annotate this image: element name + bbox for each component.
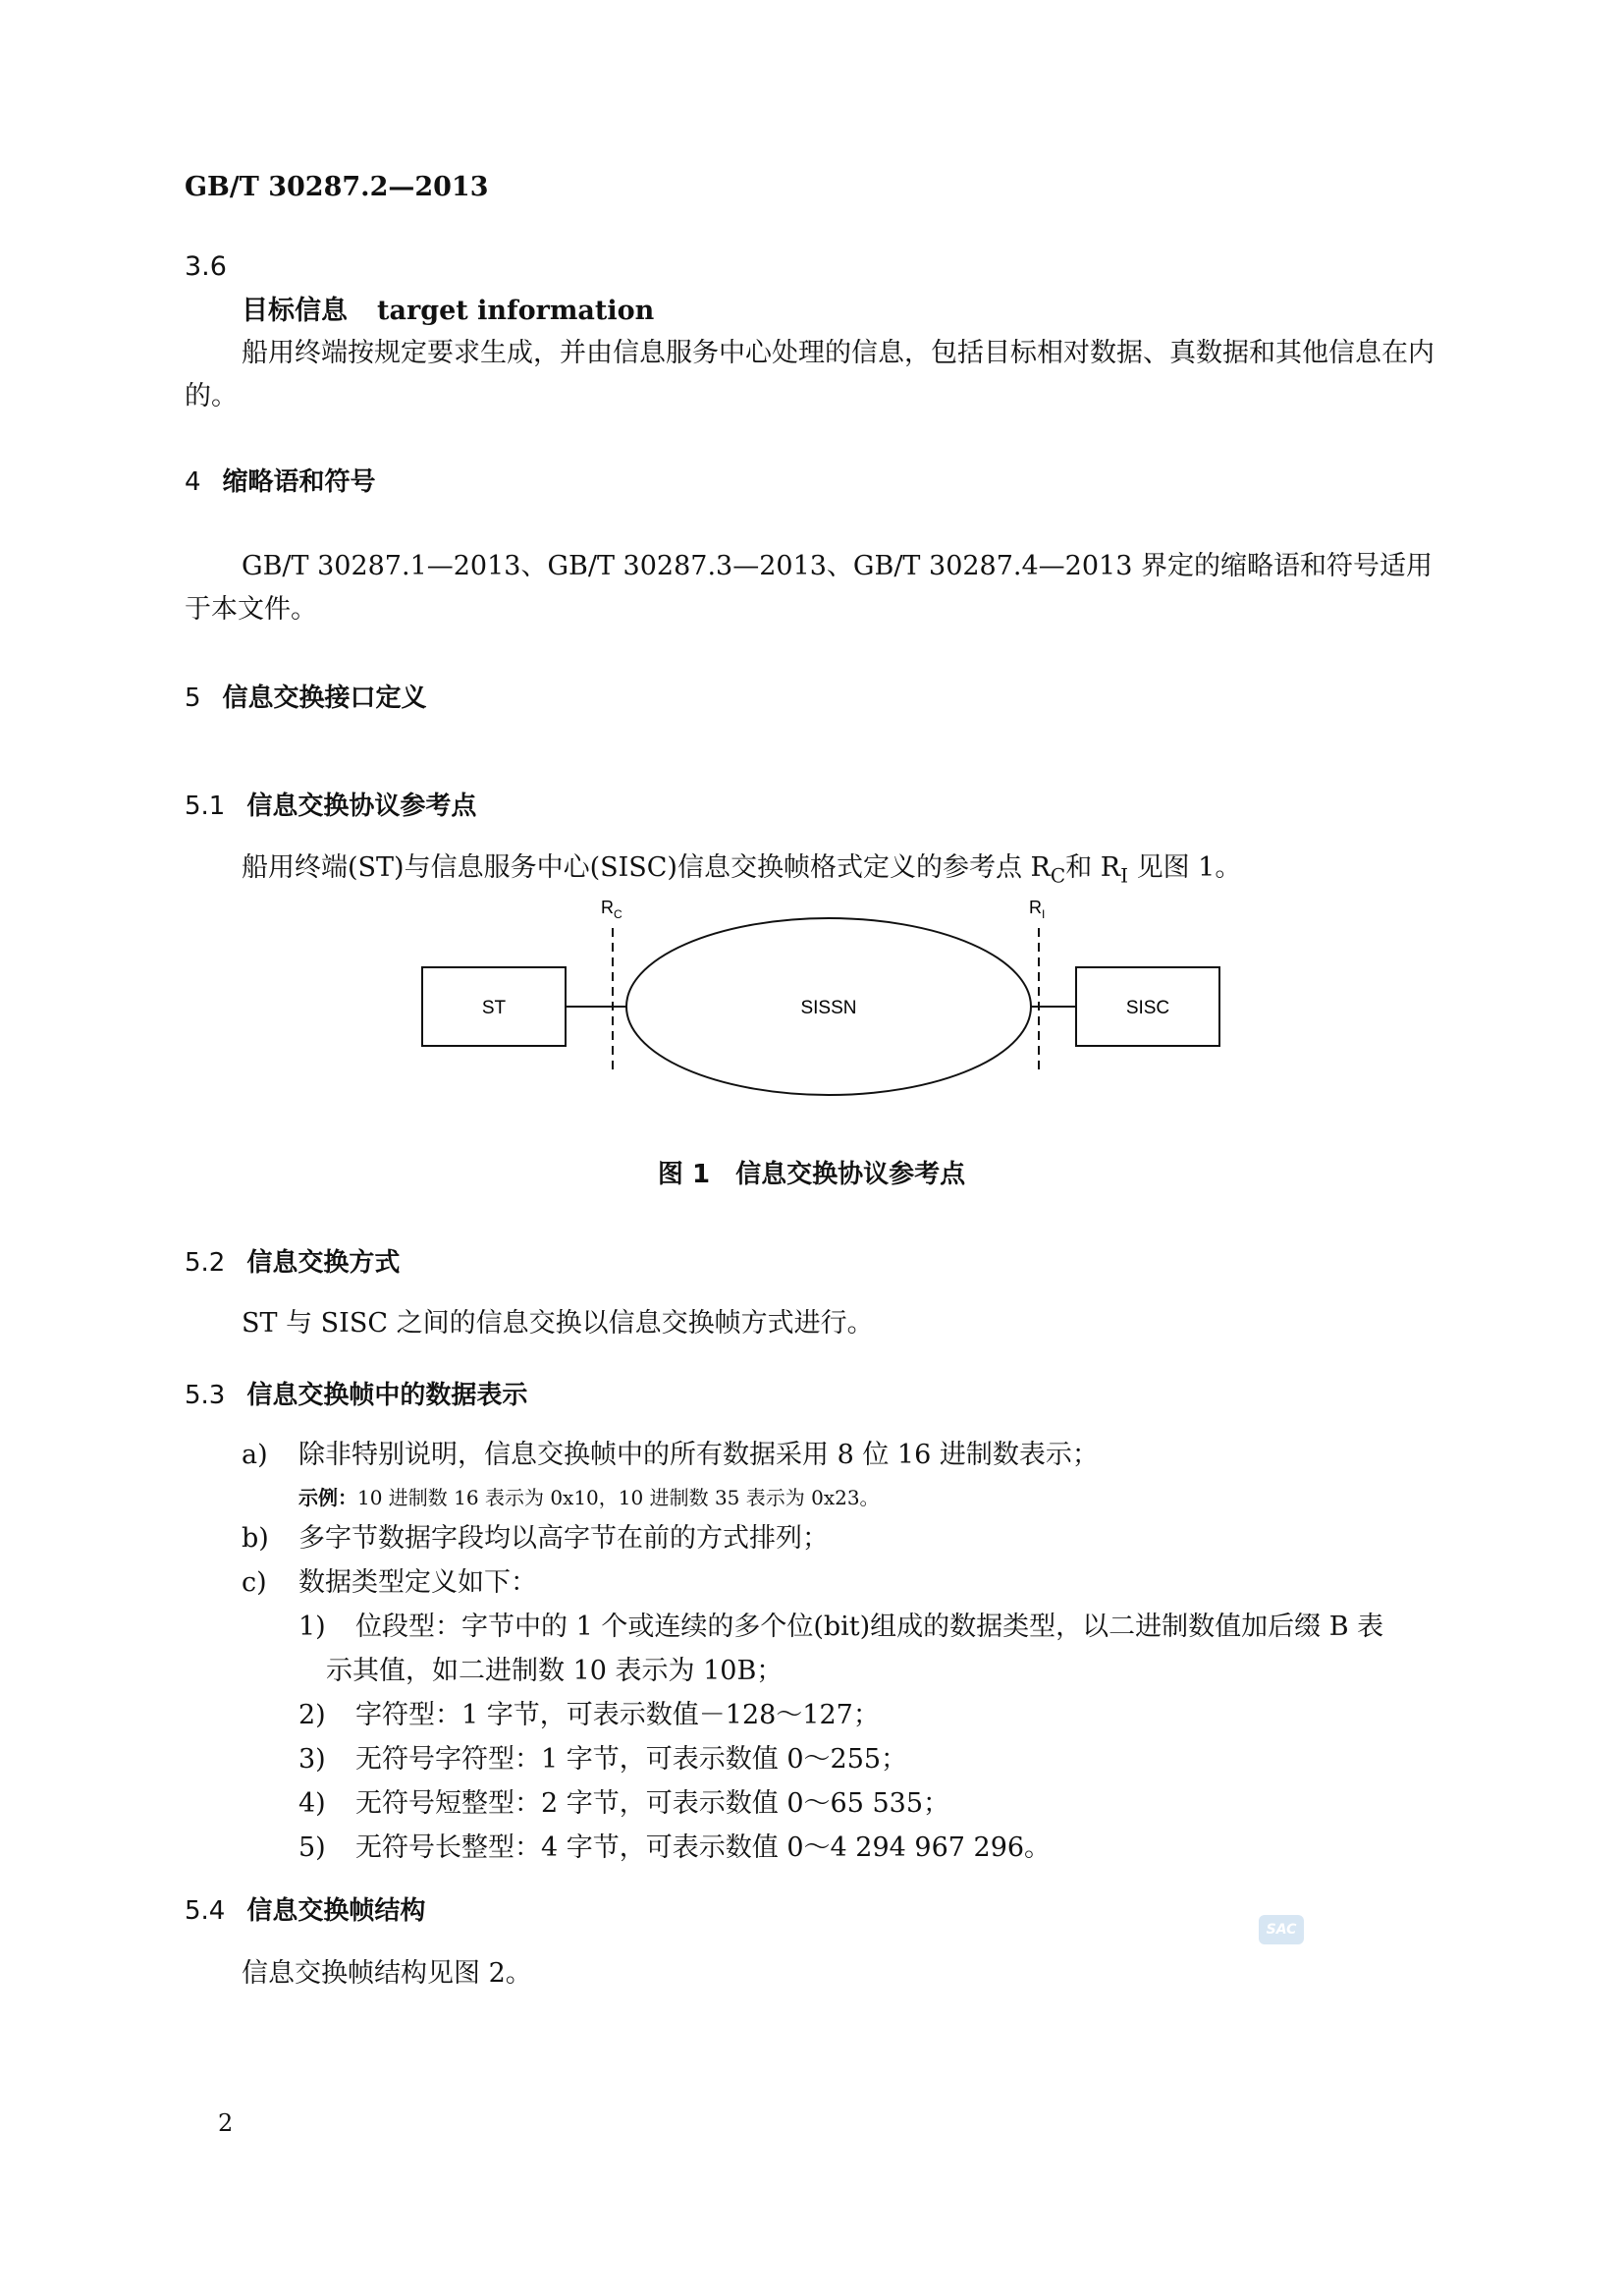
list-item-b-label: b)	[242, 1523, 269, 1554]
st-label: ST	[481, 998, 507, 1018]
list-item-a-label: a)	[242, 1440, 268, 1470]
type-1-text: 位段型：字节中的 1 个或连续的多个位(bit)组成的数据类型，以二进制数值加后缀 B 表	[355, 1612, 1384, 1642]
figure-1-caption: 图 1 信息交换协议参考点	[657, 1160, 966, 1189]
section-5-2-text: ST 与 SISC 之间的信息交换以信息交换帧方式进行。	[242, 1308, 874, 1339]
ref-rc-label	[601, 898, 622, 921]
section-5-3-number: 5.3	[185, 1381, 226, 1410]
document-header: GB/T 30287.2—2013	[185, 172, 489, 202]
clause-3-6-definition: 船用终端按规定要求生成，并由信息服务中心处理的信息，包括目标相对数据、真数据和其他信息在内的。	[185, 338, 1434, 411]
section-5-2-heading	[185, 1242, 400, 1279]
ref-rc-letter: R	[601, 898, 614, 917]
text-part: 船用终端(ST)与信息服务中心(SISC)信息交换帧格式定义的参考点 R	[242, 852, 1051, 883]
type-1-text-cont: 示其值，如二进制数 10 表示为 10B；	[326, 1656, 784, 1686]
type-4-label: 4)	[298, 1788, 326, 1819]
subscript-i: I	[1120, 863, 1129, 888]
section-5-4-title: 信息交换帧结构	[246, 1896, 426, 1926]
section-5-3-title: 信息交换帧中的数据表示	[246, 1381, 528, 1410]
clause-3-6-number: 3.6	[185, 251, 227, 282]
section-4-number: 4	[185, 467, 201, 497]
example-line	[298, 1483, 880, 1512]
example-text: 10 进制数 16 表示为 0x10，10 进制数 35 表示为 0x23。	[357, 1486, 880, 1509]
section-5-1-title: 信息交换协议参考点	[246, 792, 477, 821]
text-part: 和 R	[1065, 852, 1121, 883]
sisc-label: SISC	[1125, 998, 1170, 1018]
section-5-4-heading	[185, 1890, 425, 1927]
term-en: target information	[377, 296, 655, 326]
ref-ri-label	[1029, 898, 1045, 921]
term-zh: 目标信息	[242, 296, 348, 326]
list-item-b-text: 多字节数据字段均以高字节在前的方式排列；	[298, 1523, 829, 1554]
figure-1	[393, 884, 1257, 1110]
ref-rc-sub: C	[614, 907, 622, 921]
type-4-text: 无符号短整型：2 字节，可表示数值 0～65 535；	[355, 1788, 949, 1819]
list-item-c-label: c)	[242, 1567, 267, 1598]
sac-watermark: SAC	[1259, 1915, 1304, 1944]
section-5-2-title: 信息交换方式	[246, 1248, 401, 1278]
section-4-text: GB/T 30287.1—2013、GB/T 30287.3—2013、GB/T 30287.4—2013 界定的缩略语和符号适用于本文件。	[185, 551, 1433, 625]
type-5-label: 5)	[298, 1832, 326, 1863]
text-part: 见图 1。	[1128, 852, 1242, 883]
example-label: 示例：	[298, 1486, 357, 1509]
section-5-1-number: 5.1	[185, 792, 226, 821]
section-4-heading	[185, 462, 376, 498]
ref-ri-sub: I	[1042, 907, 1046, 921]
section-5-title: 信息交换接口定义	[222, 683, 427, 713]
section-5-3-heading	[185, 1375, 527, 1411]
page-number: 2	[218, 2109, 234, 2137]
type-2-text: 字符型：1 字节，可表示数值－128～127；	[355, 1700, 880, 1730]
clause-3-6-term	[242, 289, 654, 333]
section-5-number: 5	[185, 683, 201, 713]
subscript-c: C	[1050, 863, 1066, 888]
section-4-title: 缩略语和符号	[222, 467, 376, 497]
sissn-label: SISSN	[800, 998, 857, 1018]
ref-ri-letter: R	[1029, 898, 1042, 917]
section-5-4-number: 5.4	[185, 1896, 226, 1926]
type-3-text: 无符号字符型：1 字节，可表示数值 0～255；	[355, 1744, 908, 1775]
type-2-label: 2)	[298, 1700, 326, 1730]
section-5-heading	[185, 678, 427, 714]
type-1-label: 1)	[298, 1612, 326, 1642]
section-5-4-text: 信息交换帧结构见图 2。	[242, 1958, 532, 1989]
list-item-a-text: 除非特别说明，信息交换帧中的所有数据采用 8 位 16 进制数表示；	[298, 1440, 1099, 1470]
section-5-1-heading	[185, 786, 476, 822]
list-item-c-text: 数据类型定义如下：	[298, 1567, 537, 1598]
type-3-label: 3)	[298, 1744, 326, 1775]
section-5-2-number: 5.2	[185, 1248, 226, 1278]
type-5-text: 无符号长整型：4 字节，可表示数值 0～4 294 967 296。	[355, 1832, 1052, 1863]
